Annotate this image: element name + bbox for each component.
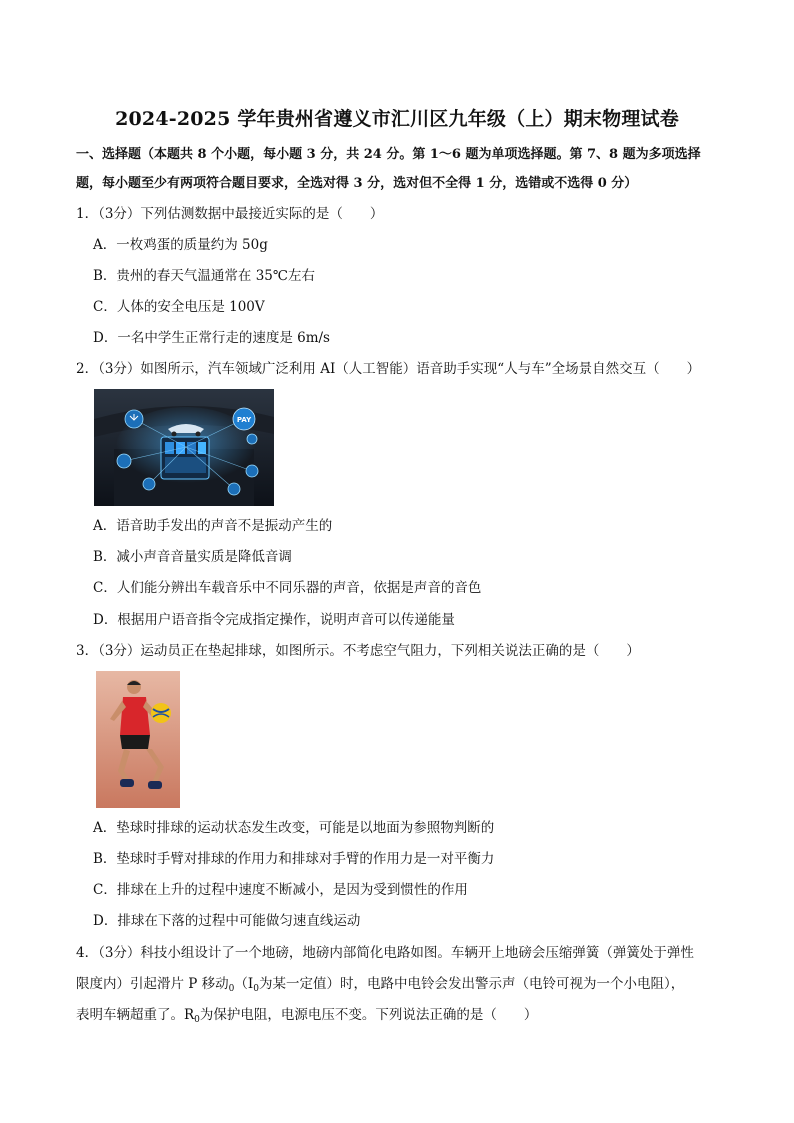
question-4-stem-line2-part-c: 为某一定值）时，电路中电铃会发出警示声（电铃可视为一个小电阻）， bbox=[258, 976, 685, 992]
question-4-stem-line2-part-a: 限度内）引起滑片 P 移动 bbox=[76, 976, 229, 992]
question-3-option-b: B．垫球时手臂对排球的作用力和排球对手臂的作用力是一对平衡力 bbox=[93, 851, 495, 867]
question-2-option-b: B．减小声音音量实质是降低音调 bbox=[93, 549, 292, 565]
page-title: 2024-2025 学年贵州省遵义市汇川区九年级（上）期末物理试卷 bbox=[115, 108, 679, 130]
question-4-stem-line3-subscript: 0 bbox=[194, 1015, 200, 1025]
question-4-stem-line2-part-b: （I bbox=[234, 976, 254, 992]
question-4-stem-line3 bbox=[76, 1005, 537, 1030]
volleyball-player-image bbox=[96, 671, 180, 808]
section-instructions bbox=[76, 140, 726, 198]
question-1-option-c: C．人体的安全电压是 100V bbox=[93, 299, 265, 315]
car-ai-dashboard-illustration bbox=[94, 389, 274, 506]
question-1-option-a: A．一枚鸡蛋的质量约为 50g bbox=[93, 237, 268, 253]
question-2-option-c: C．人们能分辨出车载音乐中不同乐器的声音，依据是声音的音色 bbox=[93, 580, 482, 596]
question-3-stem: 3．（3分）运动员正在垫起排球，如图所示。不考虑空气阻力，下列相关说法正确的是（ ） bbox=[76, 643, 640, 659]
volleyball-player-illustration bbox=[96, 671, 180, 808]
question-1-stem: 1．（3分）下列估测数据中最接近实际的是（ ） bbox=[76, 206, 384, 222]
question-4-stem-line3-part-a: 表明车辆超重了。R bbox=[76, 1007, 195, 1023]
question-4-stem-line3-part-b: 为保护电阻，电源电压不变。下列说法正确的是（ ） bbox=[199, 1007, 538, 1023]
question-3-option-d: D．排球在下落的过程中可能做匀速直线运动 bbox=[93, 913, 361, 929]
question-2-stem: 2．（3分）如图所示，汽车领域广泛利用 AI（人工智能）语音助手实现“人与车”全场景自然交互（ ） bbox=[76, 361, 701, 377]
question-4-stem-line2-subscript: 0 bbox=[228, 984, 235, 994]
question-2-option-a: A．语音助手发出的声音不是振动产生的 bbox=[93, 518, 333, 534]
question-1-option-b: B．贵州的春天气温通常在 35℃左右 bbox=[93, 268, 315, 284]
section-instructions-line1: 一、选择题（本题共 8 个小题，每小题 3 分，共 24 分。第 1～6 题为单项选择题。第 7、8 题为多项选择 bbox=[76, 147, 701, 162]
question-4-stem-line2 bbox=[76, 974, 684, 999]
question-4-stem-line1: 4．（3分）科技小组设计了一个地磅，地磅内部简化电路如图。车辆开上地磅会压缩弹簧（弹簧处于弹性 bbox=[76, 945, 694, 961]
question-3-option-a: A．垫球时排球的运动状态发生改变，可能是以地面为参照物判断的 bbox=[93, 820, 495, 836]
car-ai-dashboard-image bbox=[94, 389, 274, 506]
pay-label: PAY bbox=[236, 416, 252, 424]
question-4-stem-line2-subscript-2: 0 bbox=[253, 984, 259, 994]
question-2-option-d: D．根据用户语音指令完成指定操作，说明声音可以传递能量 bbox=[93, 612, 455, 628]
question-3-option-c: C．排球在上升的过程中速度不断减小，是因为受到惯性的作用 bbox=[93, 882, 468, 898]
section-instructions-line2: 题，每小题至少有两项符合题目要求，全选对得 3 分，选对但不全得 1 分，选错或不选得 0 分） bbox=[76, 176, 638, 191]
question-1-option-d: D．一名中学生正常行走的速度是 6m/s bbox=[93, 330, 330, 346]
